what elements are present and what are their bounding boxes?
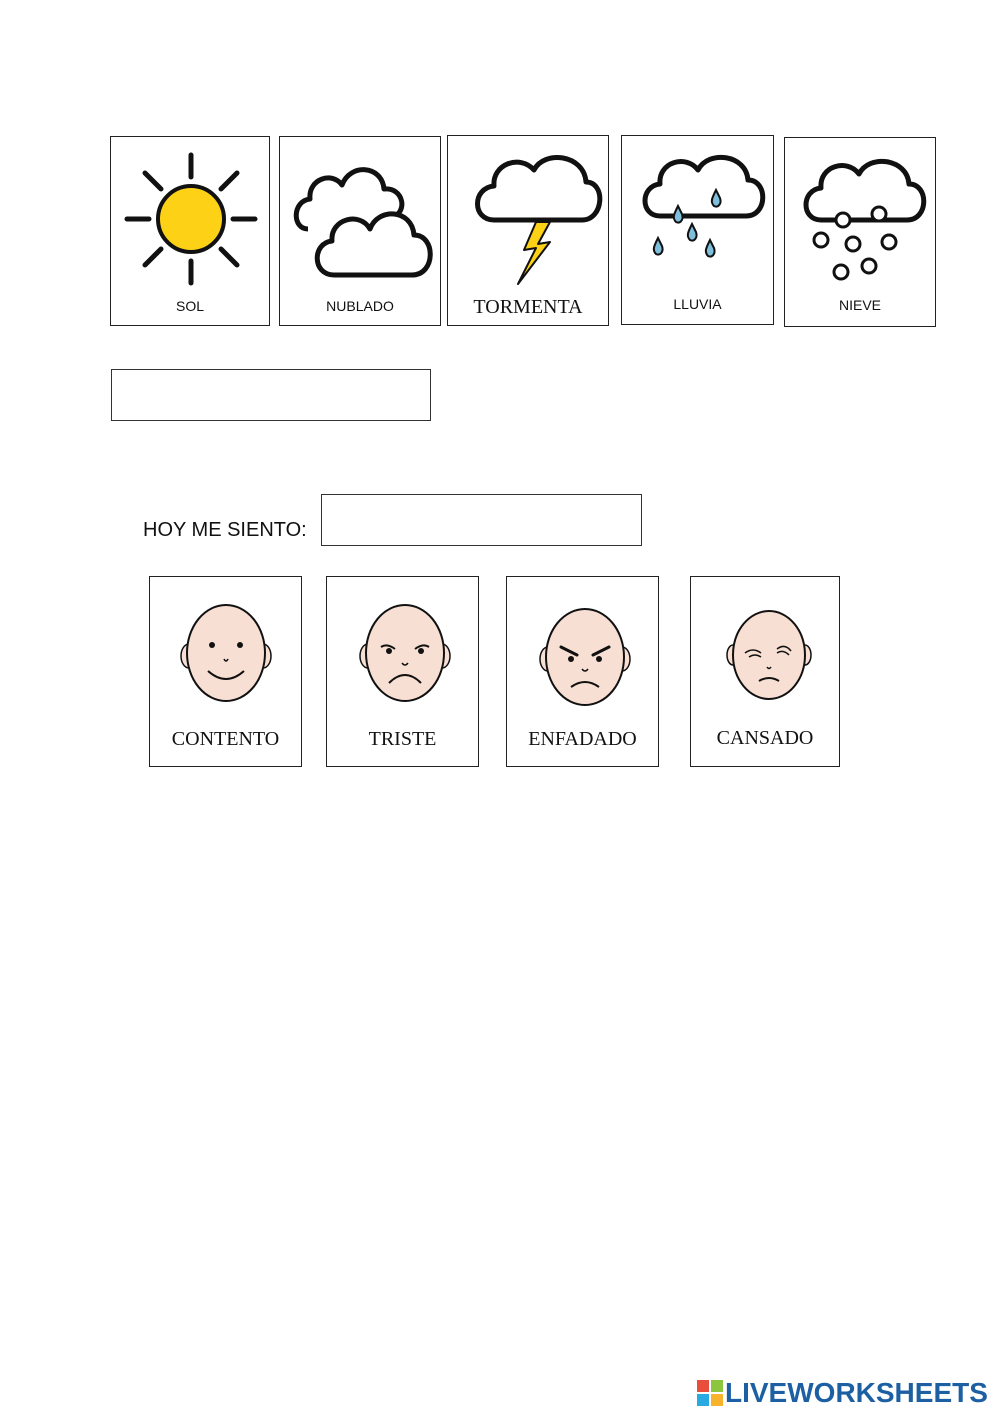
weather-card-sol[interactable] xyxy=(110,136,270,326)
feeling-label: CONTENTO xyxy=(171,728,280,750)
sun-icon xyxy=(121,149,261,289)
feeling-card-contento[interactable] xyxy=(149,576,302,767)
sad-face-icon xyxy=(355,601,455,711)
happy-face-icon xyxy=(176,601,276,711)
feeling-label: CANSADO xyxy=(716,727,814,749)
feeling-card-cansado[interactable] xyxy=(690,576,840,767)
feeling-card-enfadado[interactable] xyxy=(506,576,659,767)
snow-icon xyxy=(791,148,931,288)
clouds-icon xyxy=(286,151,436,281)
weather-card-tormenta[interactable] xyxy=(447,135,609,326)
liveworksheets-brand: LIVEWORKSHEETS xyxy=(725,1377,988,1408)
feeling-label: ENFADADO xyxy=(528,728,637,750)
weather-label: NIEVE xyxy=(838,297,881,313)
angry-face-icon xyxy=(535,601,635,711)
weather-label: SOL xyxy=(175,298,204,314)
feeling-card-triste[interactable] xyxy=(326,576,479,767)
feelings-prompt: HOY ME SIENTO: xyxy=(143,519,307,541)
liveworksheets-logo xyxy=(697,1377,988,1409)
weather-label: NUBLADO xyxy=(326,298,394,314)
weather-label: TORMENTA xyxy=(473,296,583,318)
feeling-label: TRISTE xyxy=(368,728,437,750)
weather-label: LLUVIA xyxy=(673,296,722,312)
weather-card-nublado[interactable] xyxy=(279,136,441,326)
liveworksheets-mark-icon xyxy=(697,1380,723,1406)
tired-face-icon xyxy=(719,599,819,709)
weather-card-lluvia[interactable] xyxy=(621,135,774,325)
rain-icon xyxy=(628,144,768,284)
weather-answer-box[interactable] xyxy=(111,369,431,421)
weather-card-nieve[interactable] xyxy=(784,137,936,327)
feelings-answer-box[interactable] xyxy=(321,494,642,546)
storm-icon xyxy=(454,146,604,286)
